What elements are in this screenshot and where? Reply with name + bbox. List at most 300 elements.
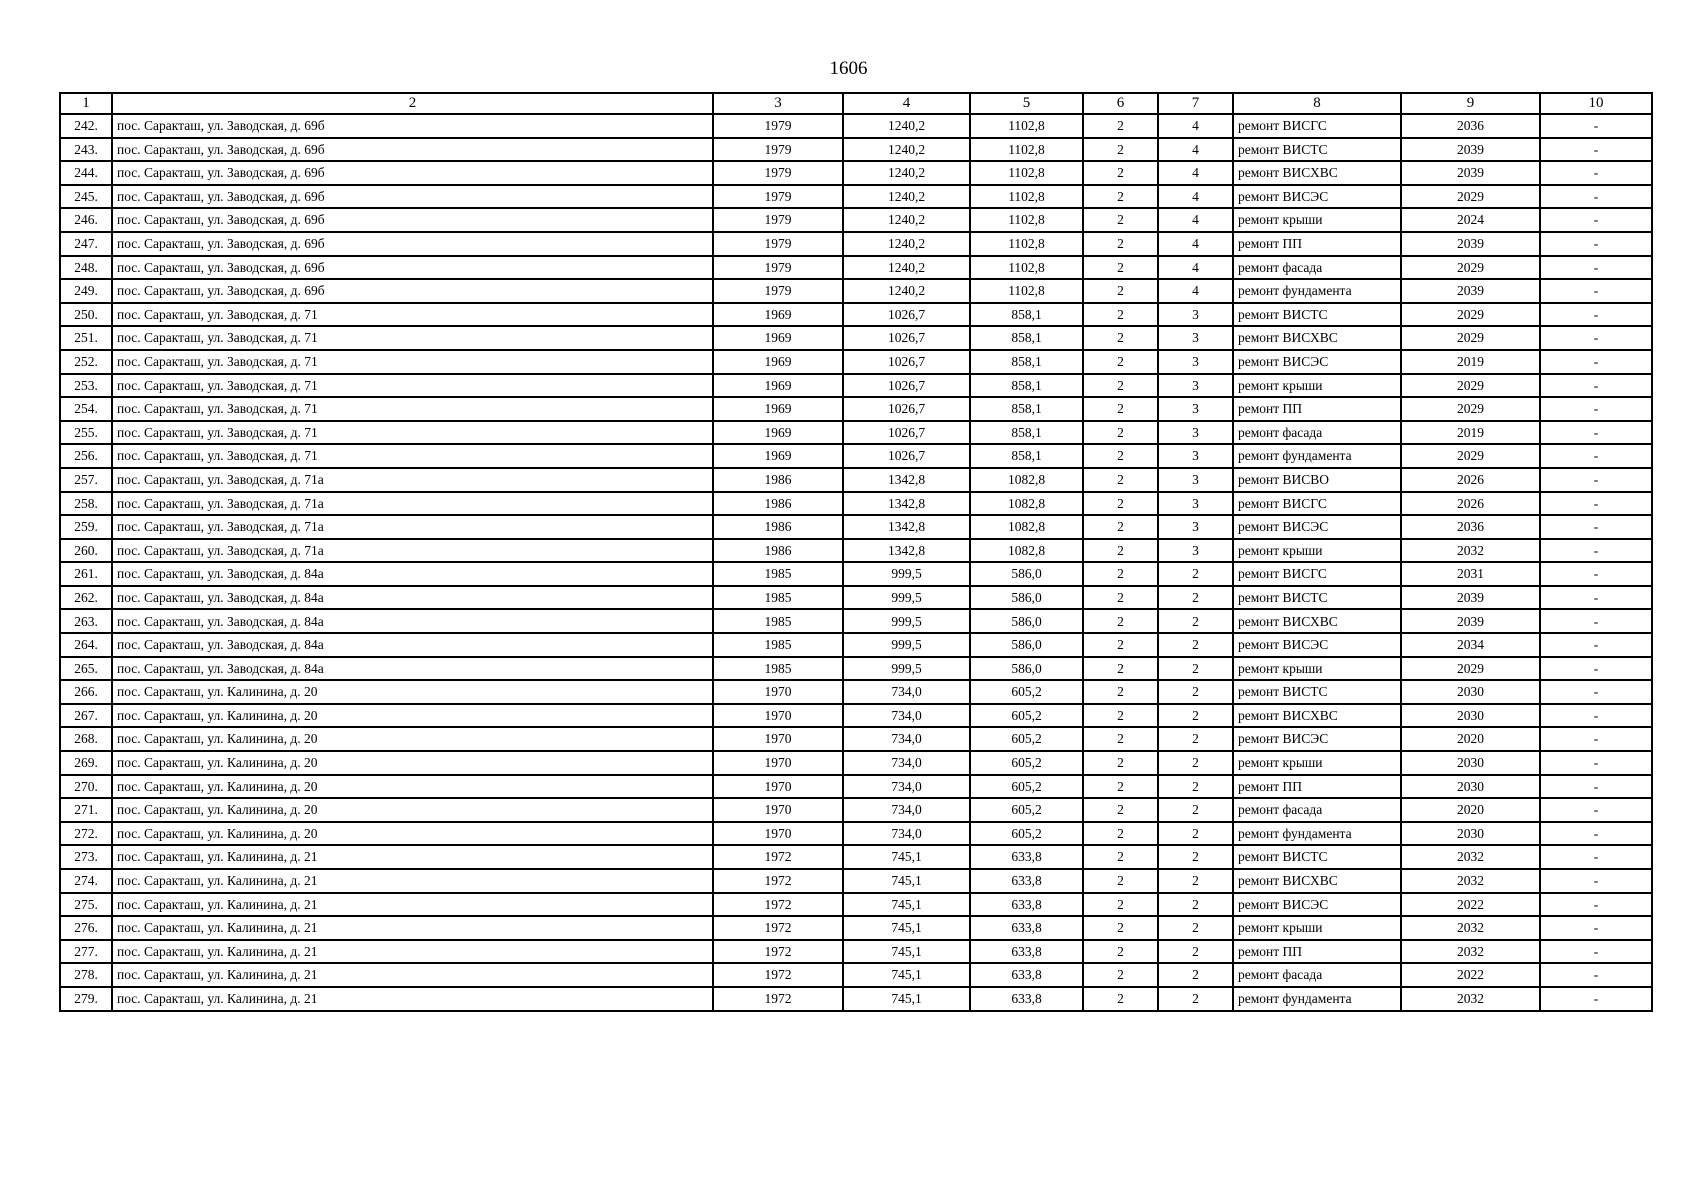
cell-entrances: 3 — [1158, 397, 1233, 421]
cell-planned-year: 2039 — [1401, 161, 1540, 185]
cell-repair-type: ремонт ПП — [1233, 232, 1401, 256]
cell-year-built: 1970 — [713, 704, 843, 728]
cell-planned-year: 2030 — [1401, 775, 1540, 799]
cell-year-built: 1970 — [713, 822, 843, 846]
table-row — [60, 208, 1652, 232]
cell-note: - — [1540, 704, 1652, 728]
cell-address: пос. Саракташ, ул. Калинина, д. 21 — [112, 893, 713, 917]
cell-floors: 2 — [1083, 987, 1158, 1011]
cell-floors: 2 — [1083, 633, 1158, 657]
cell-living-area: 633,8 — [970, 963, 1083, 987]
cell-living-area: 633,8 — [970, 893, 1083, 917]
cell-row-number: 268. — [60, 727, 112, 751]
table-row — [60, 940, 1652, 964]
cell-total-area: 1026,7 — [843, 444, 970, 468]
cell-year-built: 1979 — [713, 185, 843, 209]
cell-entrances: 4 — [1158, 208, 1233, 232]
cell-row-number: 255. — [60, 421, 112, 445]
cell-year-built: 1986 — [713, 468, 843, 492]
cell-floors: 2 — [1083, 256, 1158, 280]
table-row — [60, 609, 1652, 633]
cell-address: пос. Саракташ, ул. Заводская, д. 71а — [112, 539, 713, 563]
table-row — [60, 397, 1652, 421]
cell-planned-year: 2029 — [1401, 326, 1540, 350]
cell-address: пос. Саракташ, ул. Калинина, д. 21 — [112, 940, 713, 964]
header-row — [60, 93, 1652, 114]
cell-entrances: 3 — [1158, 303, 1233, 327]
cell-floors: 2 — [1083, 940, 1158, 964]
cell-living-area: 586,0 — [970, 562, 1083, 586]
cell-note: - — [1540, 303, 1652, 327]
table-row — [60, 562, 1652, 586]
cell-living-area: 605,2 — [970, 727, 1083, 751]
cell-floors: 2 — [1083, 609, 1158, 633]
cell-row-number: 249. — [60, 279, 112, 303]
cell-living-area: 858,1 — [970, 350, 1083, 374]
cell-repair-type: ремонт ВИСХВС — [1233, 869, 1401, 893]
cell-repair-type: ремонт ВИСГС — [1233, 562, 1401, 586]
table-body — [60, 114, 1652, 1011]
cell-planned-year: 2032 — [1401, 845, 1540, 869]
table-row — [60, 492, 1652, 516]
cell-row-number: 276. — [60, 916, 112, 940]
cell-repair-type: ремонт крыши — [1233, 208, 1401, 232]
cell-living-area: 858,1 — [970, 374, 1083, 398]
cell-address: пос. Саракташ, ул. Калинина, д. 21 — [112, 845, 713, 869]
cell-entrances: 3 — [1158, 515, 1233, 539]
cell-year-built: 1972 — [713, 940, 843, 964]
cell-row-number: 247. — [60, 232, 112, 256]
cell-total-area: 1026,7 — [843, 303, 970, 327]
cell-repair-type: ремонт фундамента — [1233, 822, 1401, 846]
cell-address: пос. Саракташ, ул. Заводская, д. 84а — [112, 657, 713, 681]
table-row — [60, 185, 1652, 209]
cell-address: пос. Саракташ, ул. Калинина, д. 20 — [112, 751, 713, 775]
cell-total-area: 734,0 — [843, 751, 970, 775]
cell-repair-type: ремонт ВИСЭС — [1233, 727, 1401, 751]
table-row — [60, 633, 1652, 657]
cell-row-number: 262. — [60, 586, 112, 610]
cell-note: - — [1540, 256, 1652, 280]
cell-total-area: 1240,2 — [843, 208, 970, 232]
cell-row-number: 259. — [60, 515, 112, 539]
cell-row-number: 254. — [60, 397, 112, 421]
table-row — [60, 114, 1652, 138]
cell-living-area: 633,8 — [970, 869, 1083, 893]
cell-year-built: 1969 — [713, 374, 843, 398]
cell-planned-year: 2026 — [1401, 468, 1540, 492]
cell-note: - — [1540, 444, 1652, 468]
cell-planned-year: 2039 — [1401, 279, 1540, 303]
cell-note: - — [1540, 822, 1652, 846]
cell-planned-year: 2031 — [1401, 562, 1540, 586]
cell-year-built: 1970 — [713, 727, 843, 751]
table-row — [60, 350, 1652, 374]
cell-row-number: 266. — [60, 680, 112, 704]
cell-address: пос. Саракташ, ул. Заводская, д. 69б — [112, 114, 713, 138]
cell-total-area: 1240,2 — [843, 232, 970, 256]
cell-note: - — [1540, 727, 1652, 751]
cell-living-area: 1102,8 — [970, 161, 1083, 185]
col-header-10: 10 — [1540, 93, 1652, 114]
cell-living-area: 605,2 — [970, 680, 1083, 704]
cell-address: пос. Саракташ, ул. Заводская, д. 69б — [112, 279, 713, 303]
table-row — [60, 893, 1652, 917]
cell-living-area: 586,0 — [970, 657, 1083, 681]
cell-note: - — [1540, 492, 1652, 516]
cell-living-area: 633,8 — [970, 916, 1083, 940]
cell-planned-year: 2029 — [1401, 185, 1540, 209]
cell-note: - — [1540, 539, 1652, 563]
cell-note: - — [1540, 185, 1652, 209]
cell-planned-year: 2039 — [1401, 609, 1540, 633]
cell-planned-year: 2022 — [1401, 963, 1540, 987]
cell-address: пос. Саракташ, ул. Калинина, д. 20 — [112, 704, 713, 728]
page-number: 1606 — [829, 58, 868, 79]
cell-year-built: 1969 — [713, 303, 843, 327]
cell-row-number: 245. — [60, 185, 112, 209]
cell-total-area: 1026,7 — [843, 374, 970, 398]
cell-address: пос. Саракташ, ул. Заводская, д. 71 — [112, 350, 713, 374]
cell-planned-year: 2029 — [1401, 256, 1540, 280]
cell-floors: 2 — [1083, 208, 1158, 232]
cell-entrances: 2 — [1158, 633, 1233, 657]
cell-row-number: 251. — [60, 326, 112, 350]
cell-living-area: 1102,8 — [970, 208, 1083, 232]
cell-address: пос. Саракташ, ул. Заводская, д. 84а — [112, 562, 713, 586]
table-row — [60, 751, 1652, 775]
cell-total-area: 745,1 — [843, 940, 970, 964]
col-header-9: 9 — [1401, 93, 1540, 114]
cell-note: - — [1540, 161, 1652, 185]
table-row — [60, 444, 1652, 468]
cell-row-number: 258. — [60, 492, 112, 516]
cell-note: - — [1540, 775, 1652, 799]
table-row — [60, 232, 1652, 256]
cell-planned-year: 2039 — [1401, 232, 1540, 256]
cell-note: - — [1540, 657, 1652, 681]
cell-address: пос. Саракташ, ул. Заводская, д. 71а — [112, 515, 713, 539]
cell-entrances: 2 — [1158, 609, 1233, 633]
cell-address: пос. Саракташ, ул. Заводская, д. 69б — [112, 161, 713, 185]
cell-repair-type: ремонт ВИСЭС — [1233, 350, 1401, 374]
cell-repair-type: ремонт фасада — [1233, 798, 1401, 822]
cell-year-built: 1985 — [713, 586, 843, 610]
cell-total-area: 745,1 — [843, 987, 970, 1011]
cell-total-area: 734,0 — [843, 775, 970, 799]
cell-note: - — [1540, 893, 1652, 917]
table-row — [60, 421, 1652, 445]
cell-floors: 2 — [1083, 562, 1158, 586]
cell-entrances: 4 — [1158, 138, 1233, 162]
cell-repair-type: ремонт фундамента — [1233, 987, 1401, 1011]
cell-year-built: 1972 — [713, 845, 843, 869]
cell-year-built: 1970 — [713, 751, 843, 775]
cell-row-number: 275. — [60, 893, 112, 917]
cell-total-area: 745,1 — [843, 963, 970, 987]
cell-planned-year: 2032 — [1401, 869, 1540, 893]
cell-repair-type: ремонт фасада — [1233, 421, 1401, 445]
cell-entrances: 3 — [1158, 350, 1233, 374]
cell-row-number: 267. — [60, 704, 112, 728]
cell-repair-type: ремонт крыши — [1233, 751, 1401, 775]
cell-entrances: 2 — [1158, 798, 1233, 822]
cell-planned-year: 2029 — [1401, 303, 1540, 327]
cell-address: пос. Саракташ, ул. Калинина, д. 21 — [112, 963, 713, 987]
cell-entrances: 4 — [1158, 279, 1233, 303]
cell-address: пос. Саракташ, ул. Заводская, д. 69б — [112, 138, 713, 162]
table-row — [60, 515, 1652, 539]
cell-repair-type: ремонт ВИСЭС — [1233, 893, 1401, 917]
cell-total-area: 745,1 — [843, 869, 970, 893]
cell-planned-year: 2022 — [1401, 893, 1540, 917]
cell-floors: 2 — [1083, 326, 1158, 350]
cell-floors: 2 — [1083, 680, 1158, 704]
cell-planned-year: 2030 — [1401, 704, 1540, 728]
cell-year-built: 1969 — [713, 444, 843, 468]
cell-year-built: 1986 — [713, 515, 843, 539]
cell-entrances: 2 — [1158, 987, 1233, 1011]
table-row — [60, 256, 1652, 280]
cell-total-area: 1026,7 — [843, 397, 970, 421]
cell-note: - — [1540, 940, 1652, 964]
cell-note: - — [1540, 609, 1652, 633]
cell-row-number: 257. — [60, 468, 112, 492]
cell-note: - — [1540, 138, 1652, 162]
cell-floors: 2 — [1083, 444, 1158, 468]
cell-planned-year: 2032 — [1401, 987, 1540, 1011]
cell-total-area: 999,5 — [843, 586, 970, 610]
cell-total-area: 1240,2 — [843, 185, 970, 209]
cell-floors: 2 — [1083, 893, 1158, 917]
cell-year-built: 1970 — [713, 775, 843, 799]
cell-repair-type: ремонт ВИСХВС — [1233, 704, 1401, 728]
table-row — [60, 303, 1652, 327]
table-row — [60, 775, 1652, 799]
cell-living-area: 605,2 — [970, 704, 1083, 728]
cell-floors: 2 — [1083, 138, 1158, 162]
cell-total-area: 734,0 — [843, 704, 970, 728]
cell-row-number: 277. — [60, 940, 112, 964]
cell-entrances: 3 — [1158, 326, 1233, 350]
cell-repair-type: ремонт ПП — [1233, 775, 1401, 799]
cell-address: пос. Саракташ, ул. Калинина, д. 20 — [112, 680, 713, 704]
cell-year-built: 1985 — [713, 609, 843, 633]
cell-note: - — [1540, 232, 1652, 256]
cell-floors: 2 — [1083, 374, 1158, 398]
table-row — [60, 704, 1652, 728]
cell-living-area: 1102,8 — [970, 114, 1083, 138]
cell-note: - — [1540, 963, 1652, 987]
cell-entrances: 4 — [1158, 232, 1233, 256]
col-header-5: 5 — [970, 93, 1083, 114]
cell-total-area: 1240,2 — [843, 161, 970, 185]
cell-total-area: 1240,2 — [843, 279, 970, 303]
cell-floors: 2 — [1083, 515, 1158, 539]
cell-row-number: 265. — [60, 657, 112, 681]
cell-planned-year: 2029 — [1401, 444, 1540, 468]
cell-living-area: 1102,8 — [970, 279, 1083, 303]
cell-planned-year: 2024 — [1401, 208, 1540, 232]
cell-row-number: 261. — [60, 562, 112, 586]
cell-address: пос. Саракташ, ул. Калинина, д. 20 — [112, 822, 713, 846]
table-row — [60, 798, 1652, 822]
cell-living-area: 1102,8 — [970, 232, 1083, 256]
table-row — [60, 680, 1652, 704]
cell-address: пос. Саракташ, ул. Калинина, д. 21 — [112, 916, 713, 940]
cell-planned-year: 2029 — [1401, 397, 1540, 421]
cell-row-number: 253. — [60, 374, 112, 398]
cell-address: пос. Саракташ, ул. Заводская, д. 69б — [112, 232, 713, 256]
table-row — [60, 279, 1652, 303]
cell-row-number: 271. — [60, 798, 112, 822]
cell-floors: 2 — [1083, 727, 1158, 751]
cell-repair-type: ремонт фундамента — [1233, 279, 1401, 303]
cell-planned-year: 2032 — [1401, 940, 1540, 964]
table-row — [60, 987, 1652, 1011]
cell-floors: 2 — [1083, 350, 1158, 374]
cell-row-number: 269. — [60, 751, 112, 775]
cell-address: пос. Саракташ, ул. Заводская, д. 69б — [112, 185, 713, 209]
cell-entrances: 2 — [1158, 657, 1233, 681]
cell-living-area: 605,2 — [970, 751, 1083, 775]
cell-floors: 2 — [1083, 161, 1158, 185]
cell-floors: 2 — [1083, 468, 1158, 492]
cell-entrances: 2 — [1158, 822, 1233, 846]
cell-planned-year: 2039 — [1401, 586, 1540, 610]
cell-planned-year: 2039 — [1401, 138, 1540, 162]
cell-note: - — [1540, 208, 1652, 232]
cell-year-built: 1970 — [713, 680, 843, 704]
cell-note: - — [1540, 633, 1652, 657]
cell-year-built: 1972 — [713, 987, 843, 1011]
cell-note: - — [1540, 798, 1652, 822]
cell-living-area: 1082,8 — [970, 539, 1083, 563]
cell-repair-type: ремонт ВИСХВС — [1233, 326, 1401, 350]
cell-living-area: 605,2 — [970, 775, 1083, 799]
cell-living-area: 605,2 — [970, 822, 1083, 846]
cell-floors: 2 — [1083, 421, 1158, 445]
cell-note: - — [1540, 374, 1652, 398]
cell-address: пос. Саракташ, ул. Калинина, д. 20 — [112, 727, 713, 751]
cell-floors: 2 — [1083, 114, 1158, 138]
cell-year-built: 1972 — [713, 963, 843, 987]
col-header-4: 4 — [843, 93, 970, 114]
cell-year-built: 1969 — [713, 326, 843, 350]
cell-address: пос. Саракташ, ул. Заводская, д. 71 — [112, 303, 713, 327]
cell-floors: 2 — [1083, 822, 1158, 846]
cell-year-built: 1986 — [713, 492, 843, 516]
cell-note: - — [1540, 586, 1652, 610]
col-header-1: 1 — [60, 93, 112, 114]
cell-living-area: 858,1 — [970, 444, 1083, 468]
cell-floors: 2 — [1083, 232, 1158, 256]
cell-living-area: 605,2 — [970, 798, 1083, 822]
cell-planned-year: 2036 — [1401, 114, 1540, 138]
cell-floors: 2 — [1083, 869, 1158, 893]
cell-total-area: 1026,7 — [843, 326, 970, 350]
cell-row-number: 270. — [60, 775, 112, 799]
cell-floors: 2 — [1083, 963, 1158, 987]
cell-year-built: 1979 — [713, 138, 843, 162]
cell-year-built: 1979 — [713, 232, 843, 256]
cell-address: пос. Саракташ, ул. Заводская, д. 84а — [112, 633, 713, 657]
cell-total-area: 745,1 — [843, 893, 970, 917]
cell-address: пос. Саракташ, ул. Калинина, д. 21 — [112, 869, 713, 893]
table-row — [60, 916, 1652, 940]
cell-floors: 2 — [1083, 303, 1158, 327]
cell-address: пос. Саракташ, ул. Заводская, д. 84а — [112, 609, 713, 633]
cell-total-area: 1342,8 — [843, 492, 970, 516]
cell-total-area: 745,1 — [843, 845, 970, 869]
cell-repair-type: ремонт ВИСТС — [1233, 303, 1401, 327]
cell-planned-year: 2032 — [1401, 539, 1540, 563]
cell-repair-type: ремонт ВИСТС — [1233, 138, 1401, 162]
cell-row-number: 264. — [60, 633, 112, 657]
cell-address: пос. Саракташ, ул. Заводская, д. 71 — [112, 444, 713, 468]
cell-repair-type: ремонт ВИСТС — [1233, 586, 1401, 610]
cell-year-built: 1979 — [713, 161, 843, 185]
cell-note: - — [1540, 326, 1652, 350]
cell-floors: 2 — [1083, 586, 1158, 610]
cell-entrances: 4 — [1158, 161, 1233, 185]
cell-entrances: 2 — [1158, 916, 1233, 940]
cell-total-area: 1240,2 — [843, 138, 970, 162]
cell-repair-type: ремонт крыши — [1233, 374, 1401, 398]
cell-entrances: 2 — [1158, 727, 1233, 751]
cell-year-built: 1972 — [713, 893, 843, 917]
cell-repair-type: ремонт крыши — [1233, 539, 1401, 563]
cell-floors: 2 — [1083, 539, 1158, 563]
cell-row-number: 244. — [60, 161, 112, 185]
cell-row-number: 243. — [60, 138, 112, 162]
cell-row-number: 250. — [60, 303, 112, 327]
cell-year-built: 1979 — [713, 114, 843, 138]
cell-planned-year: 2030 — [1401, 680, 1540, 704]
cell-entrances: 2 — [1158, 775, 1233, 799]
cell-year-built: 1985 — [713, 657, 843, 681]
cell-total-area: 1342,8 — [843, 515, 970, 539]
cell-note: - — [1540, 751, 1652, 775]
cell-living-area: 1082,8 — [970, 468, 1083, 492]
cell-total-area: 1026,7 — [843, 421, 970, 445]
cell-planned-year: 2019 — [1401, 350, 1540, 374]
repair-schedule-table — [59, 92, 1653, 1012]
cell-entrances: 2 — [1158, 704, 1233, 728]
cell-total-area: 1342,8 — [843, 468, 970, 492]
cell-year-built: 1979 — [713, 279, 843, 303]
cell-address: пос. Саракташ, ул. Заводская, д. 71а — [112, 468, 713, 492]
cell-year-built: 1969 — [713, 421, 843, 445]
cell-repair-type: ремонт ВИСЭС — [1233, 185, 1401, 209]
cell-year-built: 1972 — [713, 916, 843, 940]
cell-row-number: 274. — [60, 869, 112, 893]
cell-address: пос. Саракташ, ул. Калинина, д. 20 — [112, 798, 713, 822]
cell-row-number: 252. — [60, 350, 112, 374]
cell-floors: 2 — [1083, 657, 1158, 681]
cell-planned-year: 2036 — [1401, 515, 1540, 539]
cell-total-area: 734,0 — [843, 822, 970, 846]
cell-floors: 2 — [1083, 704, 1158, 728]
cell-note: - — [1540, 279, 1652, 303]
cell-living-area: 1102,8 — [970, 185, 1083, 209]
cell-year-built: 1979 — [713, 208, 843, 232]
cell-year-built: 1985 — [713, 562, 843, 586]
col-header-7: 7 — [1158, 93, 1233, 114]
cell-entrances: 2 — [1158, 562, 1233, 586]
cell-floors: 2 — [1083, 775, 1158, 799]
cell-year-built: 1979 — [713, 256, 843, 280]
